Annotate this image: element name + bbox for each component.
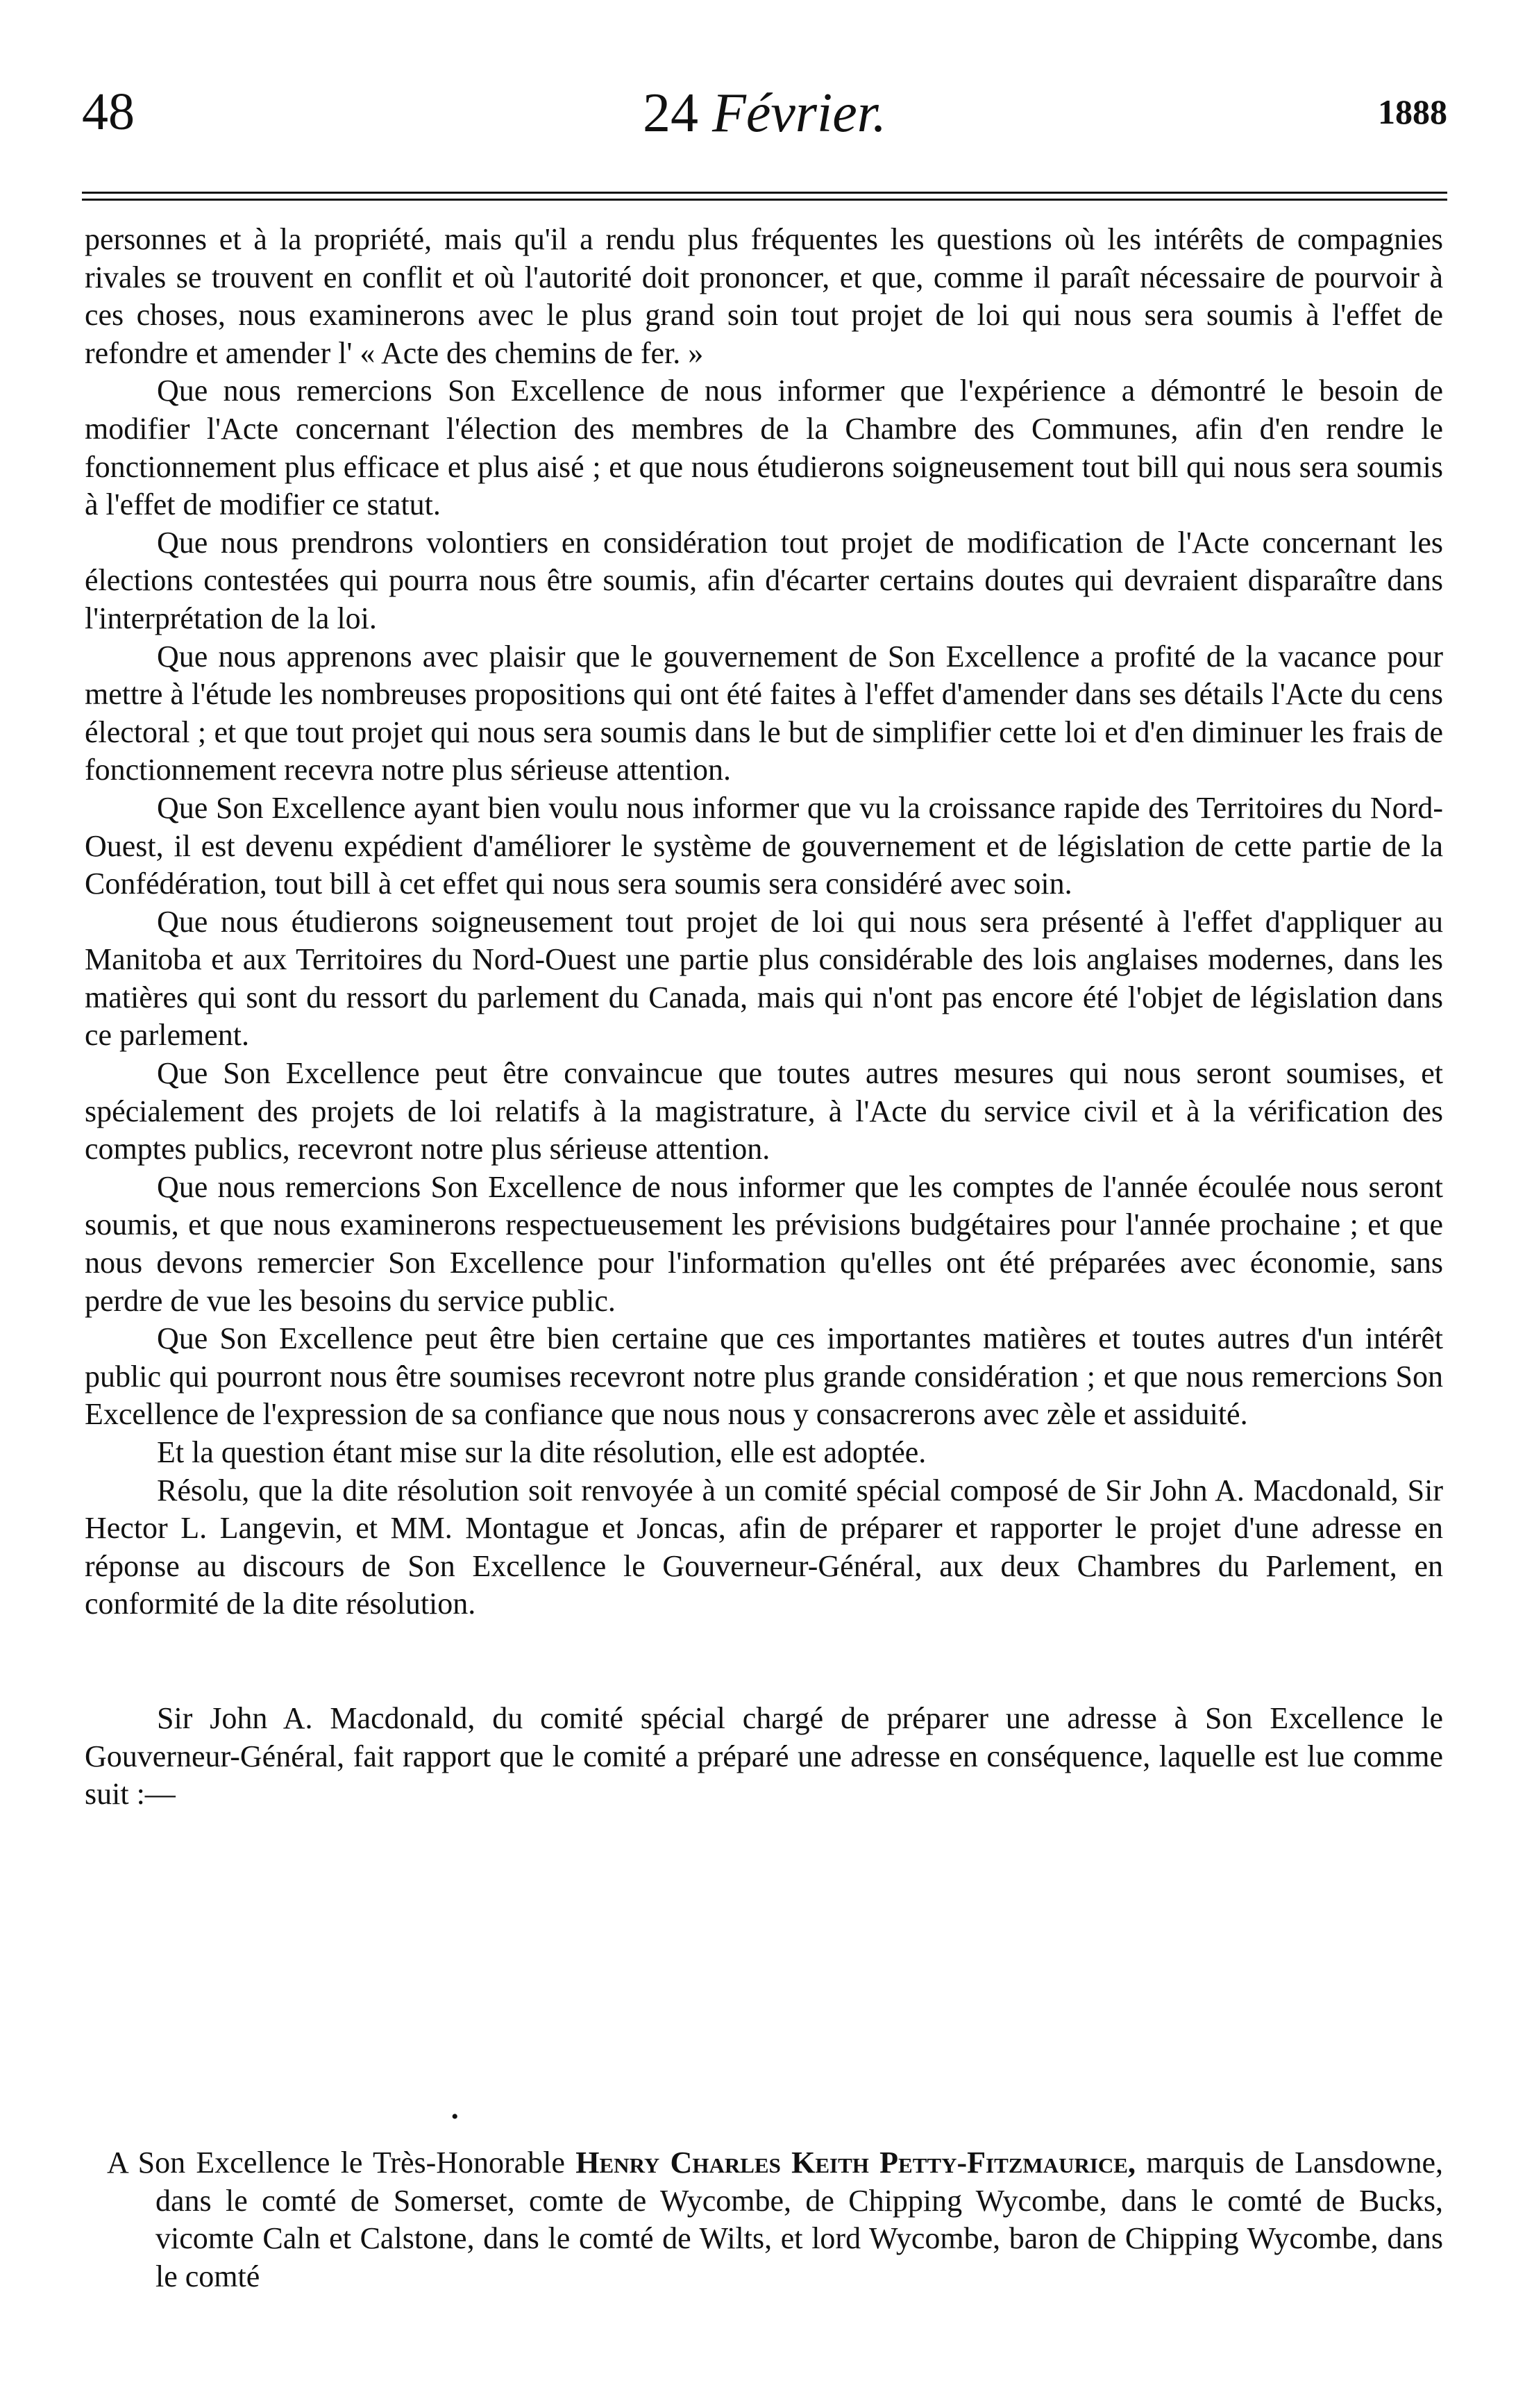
page-year: 1888 [1378,92,1447,131]
page-number: 48 [82,83,135,141]
page-header [82,82,1447,151]
paragraph: Que nous étudierons soigneusement tout projet de loi qui nous sera présenté à l'effet d'appliquer au Manitoba et aux Territoires du Nord-Ouest une partie plus considérable des lois anglaises modernes, dans les matières qui sont du ressort du parlement du Canada, mais qui n'ont pas encore été l'objet de législation dans ce parlement. [85,904,1443,1053]
header-rule-top [82,192,1447,194]
address-heading [83,2144,1443,2296]
header-rule-bottom [82,199,1447,201]
paragraph: Que Son Excellence ayant bien voulu nous informer que vu la croissance rapide des Territoires du Nord-Ouest, il est devenu expédient d'améliorer le système de gouvernement et de législation de cette partie de la Confédération, tout bill à cet effet qui nous sera soumis sera considéré avec soin. [85,790,1443,901]
document-body [85,221,1443,1814]
paragraph: personnes et à la propriété, mais qu'il a rendu plus fréquentes les questions où les intérêts de compagnies rivales se trouvent en conflit et où l'autorité doit prononcer, et que, comme il paraît nécessaire de pourvoir à ces choses, nous examinerons avec le plus grand soin tout projet de loi qui nous sera soumis à l'effet de refondre et amender l' « Acte des chemins de fer. » [85,222,1443,370]
paragraph: Que Son Excellence peut être convaincue que toutes autres mesures qui nous seront soumises, et spécialement des projets de loi relatifs à la magistrature, à l'Acte du service civil et à la vérification des comptes publics, recevront notre plus sérieuse attention. [85,1056,1443,1167]
paragraph: Que Son Excellence peut être bien certaine que ces importantes matières et toutes autres d'un intérêt public qui pourront nous être soumises recevront notre plus grande considération ; et que nous remercions Son Excellence de l'expression de sa confiance que nous nous y consacrerons avec zèle et assiduité. [85,1321,1443,1432]
address-name: Henry Charles Keith Petty-Fitzmaurice, [575,2146,1136,2180]
paragraph: Que nous remercions Son Excellence de nous informer que les comptes de l'année écoulée nous seront soumis, et que nous examinerons respectueusement les prévisions budgétaires pour l'année prochaine ; et que nous devons remercier Son Excellence pour l'information qu'elles ont été préparées avec économie, sans perdre de vue les besoins du service public. [85,1169,1443,1318]
separator-mark: • [451,2105,459,2128]
address-rest: marquis de Lansdowne, dans le comté de Somerset, comte de Wycombe, de Chipping Wycombe, dans le comté de Bucks, vicomte Caln et Calstone, dans le comté de Wilts, et lord Wycombe, baron de Chipping Wycombe, dans le comté [155,2146,1443,2293]
paragraph: Résolu, que la dite résolution soit renvoyée à un comité spécial composé de Sir John A. Macdonald, Sir Hector L. Langevin, et MM. Montague et Joncas, afin de préparer et rapporter le projet d'une adresse en réponse au discours de Son Excellence le Gouverneur-Général, aux deux Chambres du Parlement, en conformité de la dite résolution. [85,1473,1443,1621]
date-month: Février. [711,83,886,144]
paragraph: Et la question étant mise sur la dite résolution, elle est adoptée. [157,1435,927,1469]
paragraph: Que nous remercions Son Excellence de nous informer que l'expérience a démontré le besoin de modifier l'Acte concernant l'élection des membres de la Chambre des Communes, afin d'en rendre le fonctionnement plus efficace et plus aisé ; et que nous étudierons soigneusement tout bill qui nous sera soumis à l'effet de modifier ce statut. [85,374,1443,522]
paragraph: Que nous apprenons avec plaisir que le gouvernement de Son Excellence a profité de la vacance pour mettre à l'étude les nombreuses propositions qui ont été faites à l'effet d'amender dans ses détails l'Acte du cens électoral ; et que tout projet qui nous sera soumis dans le but de simplifier cette loi et d'en diminuer les frais de fonctionnement recevra notre plus sérieuse attention. [85,639,1443,787]
page-date [82,82,1447,145]
date-day: 24 [642,83,698,144]
paragraph: Que nous prendrons volontiers en considération tout projet de modification de l'Acte concernant les élections contestées qui pourra nous être soumis, afin d'écarter certains doutes qui devraient disparaître dans l'interprétation de la loi. [85,525,1443,635]
committee-report-paragraph: Sir John A. Macdonald, du comité spécial chargé de préparer une adresse à Son Excellence le Gouverneur-Général, fait rapport que le comité a préparé une adresse en conséquence, laquelle est lue comme suit :— [85,1700,1443,1812]
address-lead: A Son Excellence le Très-Honorable [107,2146,576,2180]
